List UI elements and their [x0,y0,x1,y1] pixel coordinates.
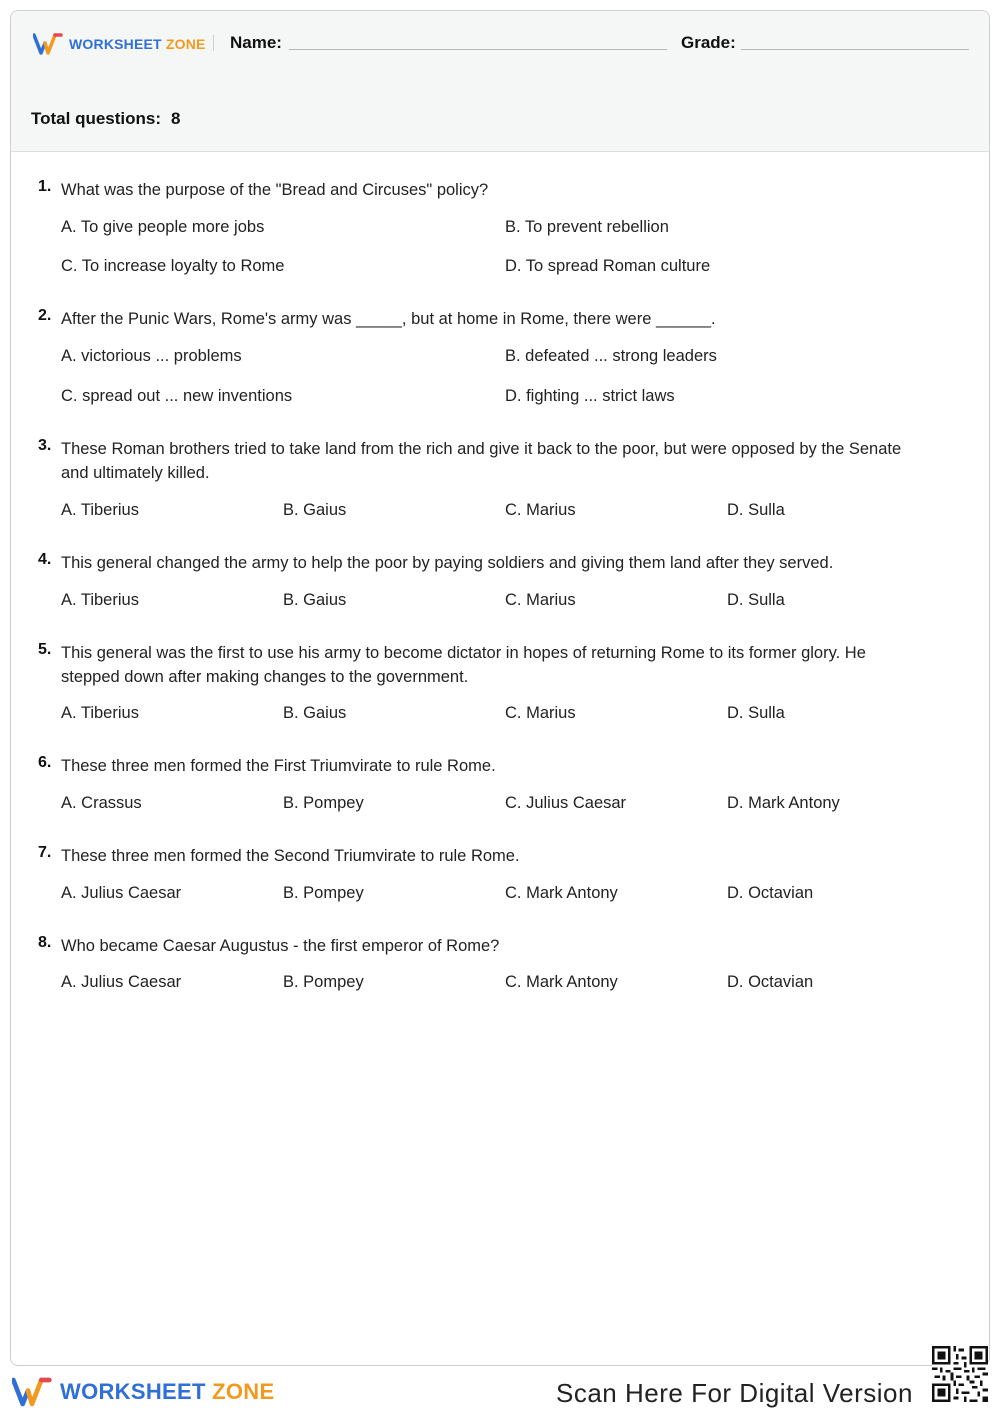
question-text: This general was the first to use his army to become dictator in hopes of returning Rome to its former glory. He stepped down after making changes to the government. [61,644,866,686]
option-d: D. Sulla [727,501,785,519]
option-a: A. To give people more jobs [61,218,265,236]
question-text: After the Punic Wars, Rome's army was _____, but at home in Rome, there were ______. [61,310,716,328]
option-a: A. Tiberius [61,591,139,609]
worksheet-zone-logo-icon [33,33,63,55]
total-questions-value: 8 [171,109,181,128]
option-d: D. Octavian [727,973,814,991]
question-number: 1. [38,178,52,195]
question-number: 5. [38,641,52,658]
grade-label: Grade: [681,33,736,52]
option-b: B. defeated ... strong leaders [505,347,717,365]
worksheet-zone-logo-icon [12,1377,52,1407]
question-number: 8. [38,934,52,951]
option-a: A. victorious ... problems [61,347,242,365]
header-divider [213,35,214,51]
question-text: What was the purpose of the "Bread and Circuses" policy? [61,181,489,199]
option-b: B. Pompey [283,794,364,812]
option-d: D. Octavian [727,884,814,902]
total-questions [31,109,180,129]
option-a: A. Julius Caesar [61,884,182,902]
question-text: This general changed the army to help the poor by paying soldiers and giving them land after they served. [61,554,834,572]
grade-line [741,49,969,50]
footer-brand-text: WORKSHEET ZONE [60,1379,275,1404]
header-logo [33,31,206,57]
option-c: C. Mark Antony [505,884,618,902]
worksheet-page [10,10,990,1366]
option-c: C. spread out ... new inventions [61,387,293,405]
option-c: C. Marius [505,501,576,519]
option-a: A. Julius Caesar [61,973,182,991]
question-text: These Roman brothers tried to take land from the rich and give it back to the poor, but were opposed by the Senate and ultimately killed. [61,440,902,482]
footer-logo [12,1377,274,1407]
qr-code-icon[interactable] [932,1346,988,1402]
option-b: B. Pompey [283,884,364,902]
option-c: C. Julius Caesar [505,794,627,812]
option-b: B. To prevent rebellion [505,218,669,236]
question-number: 3. [38,437,52,454]
option-d: D. fighting ... strict laws [505,387,675,405]
total-questions-label: Total questions: [31,109,162,128]
question-number: 7. [38,844,52,861]
name-label: Name: [230,33,282,52]
option-a: A. Crassus [61,794,142,812]
option-c: C. Marius [505,591,576,609]
option-a: A. Tiberius [61,501,139,519]
option-a: A. Tiberius [61,704,139,722]
question-number: 4. [38,551,52,568]
option-c: C. To increase loyalty to Rome [61,257,285,275]
name-line [289,49,667,50]
option-b: B. Gaius [283,591,347,609]
question-text: These three men formed the Second Triumvirate to rule Rome. [61,847,520,865]
option-b: B. Gaius [283,501,347,519]
option-d: D. To spread Roman culture [505,257,711,275]
worksheet-header [11,11,989,152]
scan-here-text: Scan Here For Digital Version [556,1378,913,1408]
question-number: 2. [38,307,52,324]
option-b: B. Gaius [283,704,347,722]
option-d: D. Sulla [727,591,785,609]
header-brand-text: WORKSHEET ZONE [69,36,206,52]
option-d: D. Mark Antony [727,794,840,812]
question-text: These three men formed the First Triumvirate to rule Rome. [61,757,496,775]
option-b: B. Pompey [283,973,364,991]
option-c: C. Mark Antony [505,973,618,991]
option-c: C. Marius [505,704,576,722]
question-number: 6. [38,754,52,771]
question-text: Who became Caesar Augustus - the first emperor of Rome? [61,937,500,955]
option-d: D. Sulla [727,704,785,722]
